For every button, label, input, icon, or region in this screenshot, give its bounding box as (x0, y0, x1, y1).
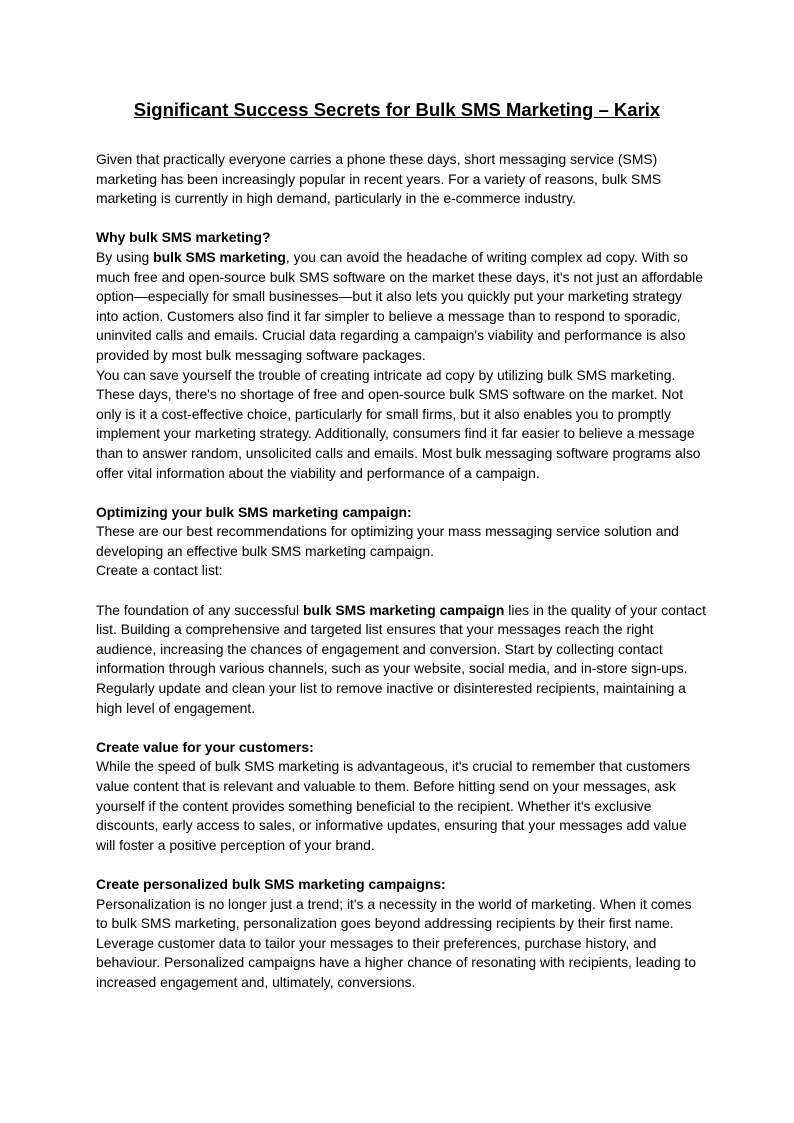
value-paragraph: While the speed of bulk SMS marketing is advantageous, it's crucial to remember that customers value content that is relevant and valuable to them. Before hitting send on your messages, ask yourself if the content provides something beneficial to the recipient. Whether it's exclusive discounts, early access to sales, or informative updates, ensuring that your messages add value will foster a positive perception of your brand. (96, 758, 691, 853)
optimizing-paragraph-3 (96, 601, 706, 719)
document-body (96, 150, 706, 993)
optimizing-paragraph-2: Create a contact list: (96, 562, 223, 579)
spacer (96, 209, 706, 229)
spacer (96, 581, 706, 601)
opt-p3-start: The foundation of any successful (96, 601, 303, 618)
page-title: Significant Success Secrets for Bulk SMS Marketing – Karix (133, 99, 661, 120)
section-heading-why: Why bulk SMS marketing? (96, 229, 271, 246)
spacer (96, 718, 706, 738)
section-heading-optimizing: Optimizing your bulk SMS marketing campaign: (96, 503, 412, 520)
personalized-paragraph: Personalization is no longer just a trend; it's a necessity in the world of marketing. When it comes to bulk SMS marketing, personalization goes beyond addressing recipients by their first name. Leverage customer data to tailor your messages to their preferences, purchase history, and behaviour. Personalized campaigns have a higher chance of resonating with recipients, leading to increased engagement and, ultimately, conversions. (96, 895, 696, 990)
why-paragraph-1 (96, 248, 706, 366)
why-paragraph-2: You can save yourself the trouble of creating intricate ad copy by utilizing bulk SMS marketing. These days, there's no shortage of free and open-source bulk SMS software on the market. Not only is it a cost-effective choice, particularly for small firms, but it also enables you to promptly implement your marketing strategy. Additionally, consumers find it far easier to believe a message than to answer random, unsolicited calls and emails. Most bulk messaging software programs also offer vital information about the viability and performance of a campaign. (96, 366, 701, 481)
keyword-link-bulk-sms-marketing: bulk SMS marketing (153, 248, 286, 265)
opt-p3-rest: lies in the quality of your contact list. Building a comprehensive and targeted list ensures that your messages reach the right audience, increasing the chances of engagement and conversion. Start by collecting contact information through various channels, such as your website, social media, and in-store sign-ups. Regularly update and clean your list to remove inactive or disinterested recipients, maintaining a high level of engagement. (96, 601, 706, 716)
optimizing-paragraph-1: These are our best recommendations for optimizing your mass messaging service solution and developing an effective bulk SMS marketing campaign. (96, 523, 679, 559)
section-heading-value: Create value for your customers: (96, 738, 314, 755)
why-p1-rest: , you can avoid the headache of writing complex ad copy. With so much free and open-source bulk SMS software on the market these days, it's not just an affordable option—especially for small businesses—but it also lets you quickly put your marketing strategy into action. Customers also find it far simpler to believe a message than to respond to sporadic, uninvited calls and emails. Crucial data regarding a campaign's viability and performance is also provided by most bulk messaging software packages. (96, 248, 703, 363)
section-heading-personalized: Create personalized bulk SMS marketing campaigns: (96, 875, 446, 892)
spacer (96, 855, 706, 875)
intro-paragraph: Given that practically everyone carries a phone these days, short messaging service (SMS) marketing has been increasingly popular in recent years. For a variety of reasons, bulk SMS marketing is currently in high demand, particularly in the e-commerce industry. (96, 151, 662, 207)
why-p1-start: By using (96, 248, 154, 265)
spacer (96, 483, 706, 503)
keyword-link-bulk-sms-campaign: bulk SMS marketing campaign (302, 601, 505, 618)
